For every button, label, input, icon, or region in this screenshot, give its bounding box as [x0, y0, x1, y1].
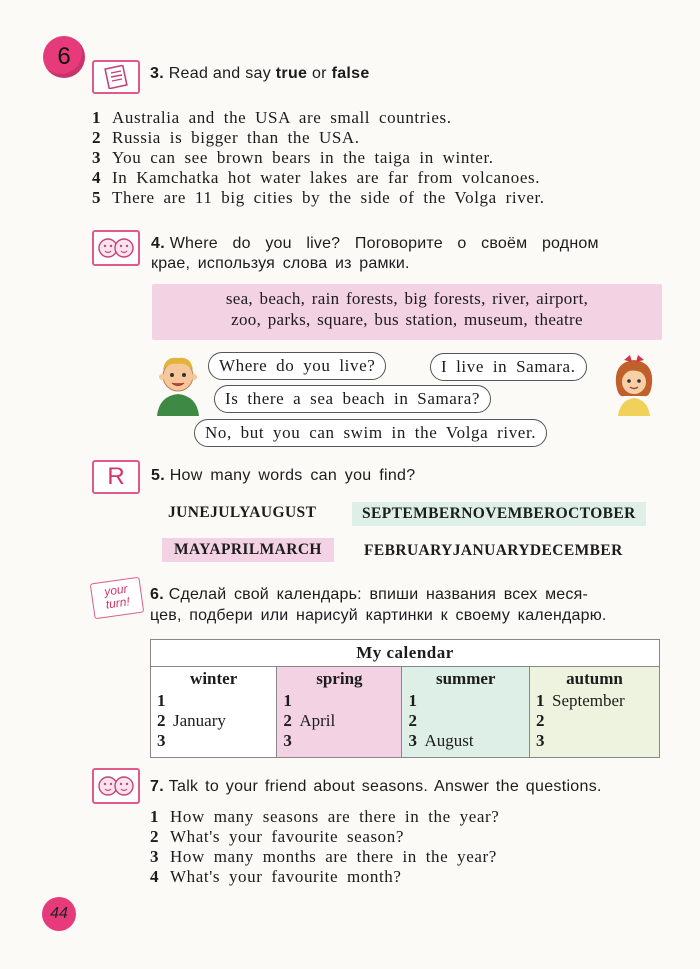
month-number: 3 — [157, 731, 166, 750]
speech-bubble-question-1 — [208, 352, 386, 380]
speaking-icon-2 — [92, 768, 140, 804]
month-number: 1 — [535, 691, 545, 710]
girl-icon — [610, 354, 658, 416]
month-number: 3 — [535, 731, 545, 750]
list-item — [92, 188, 545, 208]
item-number: 4 — [92, 168, 102, 187]
word-box — [152, 284, 662, 340]
r-letter-icon: R — [107, 463, 125, 490]
season-spring — [277, 667, 402, 758]
item-text: Russia is bigger than the USA. — [112, 128, 360, 147]
list-item — [150, 847, 499, 867]
speaking-icon — [92, 230, 140, 266]
month-row — [536, 711, 653, 731]
page-number: 44 — [50, 905, 68, 922]
list-item — [150, 867, 499, 887]
list-item — [92, 168, 545, 188]
false-word: false — [331, 65, 370, 82]
season-name: autumn — [566, 669, 623, 688]
item-number: 2 — [92, 128, 102, 147]
speech-bubble-answer-1 — [430, 353, 587, 381]
exercise-3-title — [150, 65, 370, 83]
exercise-6-title-line2: цев, подбери или нарисуй картинки к своему календарю. — [150, 607, 607, 624]
item-number: 1 — [150, 807, 160, 826]
month-name: January — [173, 711, 226, 730]
calendar-table — [150, 639, 660, 758]
word-puzzle-2 — [352, 502, 646, 526]
month-number: 2 — [535, 711, 545, 730]
item-text: What's your favourite season? — [170, 827, 405, 846]
exercise-5-title — [151, 467, 415, 485]
list-item — [92, 128, 545, 148]
exercise-6-title — [150, 586, 670, 625]
month-number: 3 — [408, 731, 417, 750]
bubble-text: No, but you can swim in the Volga river. — [205, 423, 537, 442]
month-row — [408, 731, 523, 751]
month-name: August — [424, 731, 474, 750]
your-turn-text-2: turn! — [104, 594, 131, 612]
item-text: In Kamchatka hot water lakes are far from volcanoes. — [112, 168, 541, 187]
item-number: 2 — [150, 827, 160, 846]
item-number: 4 — [150, 867, 160, 886]
season-name: winter — [190, 669, 238, 688]
puzzle-text: MAYAPRILMARCH — [174, 541, 322, 558]
boy-icon — [155, 350, 201, 416]
month-row — [536, 691, 653, 711]
season-winter — [151, 667, 277, 758]
item-text: How many months are there in the year? — [170, 847, 497, 866]
puzzle-text: JUNEJULYAUGUST — [168, 504, 317, 521]
or-word: or — [311, 65, 327, 82]
item-text: There are 11 big cities by the side of the Volga river. — [112, 188, 545, 207]
item-number: 3 — [92, 148, 102, 167]
exercise-4-number: 4. — [151, 235, 165, 252]
exercise-7-title-text: Talk to your friend about seasons. Answer the questions. — [168, 778, 602, 795]
girl-illustration — [610, 354, 658, 421]
exercise-3-title-text: Read and say — [168, 65, 272, 82]
calendar-title: My calendar — [151, 640, 660, 667]
speech-bubble-question-2 — [214, 385, 491, 413]
season-summer — [402, 667, 530, 758]
item-number: 1 — [92, 108, 102, 127]
exercise-3-number: 3. — [150, 65, 164, 82]
notebook-icon — [103, 65, 129, 89]
word-box-line2: zoo, parks, square, bus station, museum, theatre — [231, 310, 583, 329]
puzzle-text: FEBRUARYJANUARYDECEMBER — [364, 542, 623, 559]
exercise-4-title-line1: Where do you live? Поговорите о своём родном — [169, 235, 599, 252]
month-name: September — [551, 691, 625, 710]
item-text: Australia and the USA are small countries. — [112, 108, 452, 127]
month-row — [157, 731, 270, 751]
month-number: 1 — [283, 691, 292, 710]
month-name: April — [299, 711, 336, 730]
item-number: 5 — [92, 188, 102, 207]
month-row — [283, 711, 395, 731]
puzzle-text: SEPTEMBERNOVEMBEROCTOBER — [362, 505, 636, 522]
exercise-6-title-line1: Сделай свой календарь: впиши названия всех меся- — [168, 586, 588, 603]
season-autumn — [529, 667, 659, 758]
item-text: How many seasons are there in the year? — [170, 807, 500, 826]
two-faces-icon — [96, 234, 136, 262]
list-item — [92, 148, 545, 168]
item-number: 3 — [150, 847, 160, 866]
exercise-5-number: 5. — [151, 467, 165, 484]
exercise-3-list — [92, 108, 545, 208]
item-text: You can see brown bears in the taiga in winter. — [112, 148, 494, 167]
season-name: summer — [435, 669, 496, 688]
item-text: What's your favourite month? — [170, 867, 402, 886]
exercise-7-title — [150, 778, 602, 796]
exercise-6-number: 6. — [150, 586, 164, 603]
bubble-text: Is there a sea beach in Samara? — [225, 389, 480, 408]
word-puzzle-1 — [160, 502, 324, 524]
puzzle-icon — [92, 460, 140, 494]
month-number: 2 — [157, 711, 166, 730]
month-row — [157, 691, 270, 711]
month-row — [408, 711, 523, 731]
word-puzzle-4 — [356, 540, 631, 562]
word-puzzle-3 — [162, 538, 334, 562]
exercise-4-title-line2: крае, используя слова из рамки. — [151, 255, 410, 272]
read-icon — [92, 60, 140, 94]
page-number-badge — [42, 897, 76, 931]
exercise-7-list — [150, 807, 499, 887]
month-number: 2 — [283, 711, 292, 730]
bubble-text: I live in Samara. — [441, 357, 576, 376]
your-turn-icon — [90, 577, 145, 620]
list-item — [150, 807, 499, 827]
word-box-line1: sea, beach, rain forests, big forests, river, airport, — [225, 289, 589, 308]
month-number: 2 — [408, 711, 417, 730]
exercise-7-number: 7. — [150, 778, 164, 795]
month-row — [283, 731, 395, 751]
boy-illustration — [155, 350, 201, 421]
season-name: spring — [316, 669, 363, 688]
speech-bubble-answer-2 — [194, 419, 547, 447]
month-row — [536, 731, 653, 751]
month-row — [408, 691, 523, 711]
list-item — [150, 827, 499, 847]
month-row — [283, 691, 395, 711]
exercise-5-title-text: How many words can you find? — [169, 467, 416, 484]
exercise-4-title — [151, 235, 666, 273]
two-faces-icon — [96, 772, 136, 800]
month-number: 1 — [157, 691, 166, 710]
unit-number-badge — [43, 36, 85, 78]
month-number: 1 — [408, 691, 417, 710]
month-number: 3 — [283, 731, 292, 750]
list-item — [92, 108, 545, 128]
unit-number: 6 — [57, 43, 71, 70]
your-turn-text-1: your — [103, 581, 129, 599]
bubble-text: Where do you live? — [219, 356, 376, 375]
true-word: true — [275, 65, 308, 82]
month-row — [157, 711, 270, 731]
